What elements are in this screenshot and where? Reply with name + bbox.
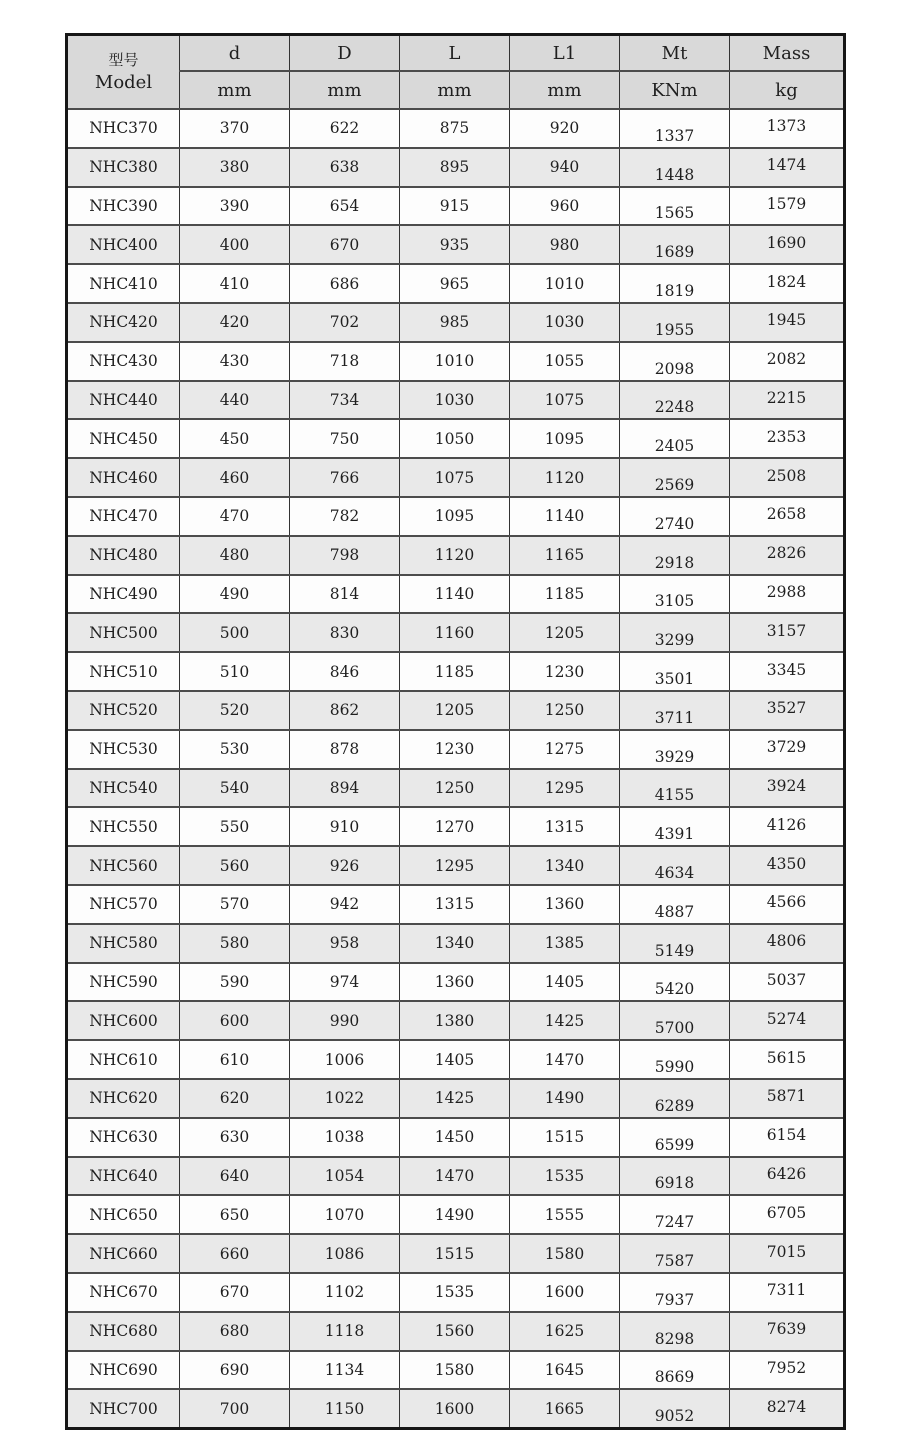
- cell-D: 1086: [290, 1234, 400, 1273]
- table-row: [67, 303, 845, 342]
- cell-D: 686: [290, 264, 400, 303]
- col-unit-L: mm: [400, 71, 510, 109]
- cell-Mass: 1690: [730, 225, 845, 264]
- table-row: [67, 807, 845, 846]
- cell-L: 1470: [400, 1157, 510, 1196]
- cell-L: 985: [400, 303, 510, 342]
- cell-d: 650: [180, 1195, 290, 1234]
- cell-L1: 1140: [510, 497, 620, 536]
- cell-L: 915: [400, 187, 510, 226]
- cell-L1: 1295: [510, 769, 620, 808]
- cell-L1: 1030: [510, 303, 620, 342]
- cell-L: 895: [400, 148, 510, 187]
- cell-D: 782: [290, 497, 400, 536]
- table-row: [67, 187, 845, 226]
- cell-L: 1380: [400, 1001, 510, 1040]
- cell-L: 1315: [400, 885, 510, 924]
- cell-D: 974: [290, 963, 400, 1002]
- cell-Mt: 1819: [620, 264, 730, 303]
- cell-Mass: 2658: [730, 497, 845, 536]
- cell-Mass: 7015: [730, 1234, 845, 1273]
- cell-D: 1118: [290, 1312, 400, 1351]
- table-row: [67, 1157, 845, 1196]
- cell-model: NHC480: [67, 536, 180, 575]
- cell-Mt: 2569: [620, 458, 730, 497]
- cell-model: NHC550: [67, 807, 180, 846]
- cell-L: 1205: [400, 691, 510, 730]
- cell-Mt: 1565: [620, 187, 730, 226]
- cell-Mt: 7247: [620, 1195, 730, 1234]
- cell-d: 600: [180, 1001, 290, 1040]
- col-header-Mt: Mt: [620, 35, 730, 72]
- cell-Mt: 6918: [620, 1157, 730, 1196]
- cell-L1: 980: [510, 225, 620, 264]
- cell-Mass: 2826: [730, 536, 845, 575]
- cell-L1: 940: [510, 148, 620, 187]
- table-row: [67, 497, 845, 536]
- cell-Mass: 1579: [730, 187, 845, 226]
- cell-Mass: 2988: [730, 575, 845, 614]
- cell-L: 1450: [400, 1118, 510, 1157]
- cell-model: NHC620: [67, 1079, 180, 1118]
- cell-d: 400: [180, 225, 290, 264]
- cell-L1: 1165: [510, 536, 620, 575]
- cell-Mt: 5420: [620, 963, 730, 1002]
- table-body: [67, 109, 845, 1429]
- cell-model: NHC590: [67, 963, 180, 1002]
- cell-L: 1425: [400, 1079, 510, 1118]
- cell-L1: 1555: [510, 1195, 620, 1234]
- col-unit-Mt: KNm: [620, 71, 730, 109]
- col-header-Mass: Mass: [730, 35, 845, 72]
- cell-Mass: 7311: [730, 1273, 845, 1312]
- cell-L: 1340: [400, 924, 510, 963]
- cell-model: NHC700: [67, 1389, 180, 1428]
- cell-d: 490: [180, 575, 290, 614]
- cell-Mass: 4806: [730, 924, 845, 963]
- cell-Mass: 6705: [730, 1195, 845, 1234]
- cell-D: 942: [290, 885, 400, 924]
- cell-Mass: 7952: [730, 1351, 845, 1390]
- table-row: [67, 885, 845, 924]
- cell-model: NHC460: [67, 458, 180, 497]
- cell-Mass: 5615: [730, 1040, 845, 1079]
- cell-D: 1070: [290, 1195, 400, 1234]
- table-row: [67, 1234, 845, 1273]
- cell-L: 1515: [400, 1234, 510, 1273]
- cell-L: 1535: [400, 1273, 510, 1312]
- cell-Mass: 2508: [730, 458, 845, 497]
- cell-L1: 1340: [510, 846, 620, 885]
- cell-D: 718: [290, 342, 400, 381]
- cell-Mass: 1474: [730, 148, 845, 187]
- cell-Mass: 3527: [730, 691, 845, 730]
- cell-L: 875: [400, 109, 510, 148]
- cell-D: 878: [290, 730, 400, 769]
- cell-model: NHC390: [67, 187, 180, 226]
- cell-d: 580: [180, 924, 290, 963]
- cell-L1: 1425: [510, 1001, 620, 1040]
- cell-Mass: 8274: [730, 1389, 845, 1428]
- col-header-D: D: [290, 35, 400, 72]
- cell-Mt: 4155: [620, 769, 730, 808]
- cell-Mass: 4126: [730, 807, 845, 846]
- col-unit-d: mm: [180, 71, 290, 109]
- cell-model: NHC410: [67, 264, 180, 303]
- cell-Mass: 3924: [730, 769, 845, 808]
- cell-d: 690: [180, 1351, 290, 1390]
- cell-Mt: 4887: [620, 885, 730, 924]
- cell-model: NHC420: [67, 303, 180, 342]
- cell-D: 798: [290, 536, 400, 575]
- cell-d: 610: [180, 1040, 290, 1079]
- cell-L: 1010: [400, 342, 510, 381]
- cell-model: NHC630: [67, 1118, 180, 1157]
- cell-model: NHC530: [67, 730, 180, 769]
- table-row: [67, 419, 845, 458]
- table-row: [67, 691, 845, 730]
- table-row: [67, 536, 845, 575]
- cell-D: 750: [290, 419, 400, 458]
- col-header-L: L: [400, 35, 510, 72]
- cell-L1: 1625: [510, 1312, 620, 1351]
- cell-D: 1054: [290, 1157, 400, 1196]
- cell-L: 1270: [400, 807, 510, 846]
- table-row: [67, 846, 845, 885]
- cell-Mass: 5274: [730, 1001, 845, 1040]
- model-title-cn: 型号: [108, 51, 139, 69]
- cell-L1: 1360: [510, 885, 620, 924]
- cell-d: 450: [180, 419, 290, 458]
- cell-model: NHC400: [67, 225, 180, 264]
- cell-L1: 1205: [510, 613, 620, 652]
- cell-L1: 920: [510, 109, 620, 148]
- cell-Mass: 2353: [730, 419, 845, 458]
- cell-L1: 1405: [510, 963, 620, 1002]
- cell-Mt: 3929: [620, 730, 730, 769]
- cell-Mt: 2740: [620, 497, 730, 536]
- cell-Mt: 3711: [620, 691, 730, 730]
- cell-D: 670: [290, 225, 400, 264]
- cell-Mass: 3729: [730, 730, 845, 769]
- cell-d: 440: [180, 381, 290, 420]
- cell-L: 935: [400, 225, 510, 264]
- cell-L: 1230: [400, 730, 510, 769]
- cell-model: NHC440: [67, 381, 180, 420]
- cell-d: 390: [180, 187, 290, 226]
- table-row: [67, 924, 845, 963]
- cell-L1: 1580: [510, 1234, 620, 1273]
- cell-D: 846: [290, 652, 400, 691]
- cell-L1: 1315: [510, 807, 620, 846]
- cell-Mass: 2215: [730, 381, 845, 420]
- model-title-en: Model: [94, 72, 153, 93]
- cell-model: NHC680: [67, 1312, 180, 1351]
- cell-model: NHC690: [67, 1351, 180, 1390]
- cell-model: NHC600: [67, 1001, 180, 1040]
- table-row: [67, 652, 845, 691]
- cell-d: 410: [180, 264, 290, 303]
- cell-Mt: 4634: [620, 846, 730, 885]
- table-row: [67, 730, 845, 769]
- cell-d: 620: [180, 1079, 290, 1118]
- cell-Mt: 1337: [620, 109, 730, 148]
- cell-D: 622: [290, 109, 400, 148]
- cell-D: 1134: [290, 1351, 400, 1390]
- cell-L1: 1010: [510, 264, 620, 303]
- cell-D: 1006: [290, 1040, 400, 1079]
- table-row: [67, 109, 845, 148]
- table-row: [67, 1118, 845, 1157]
- cell-model: NHC490: [67, 575, 180, 614]
- cell-L: 1360: [400, 963, 510, 1002]
- col-unit-L1: mm: [510, 71, 620, 109]
- cell-Mass: 6426: [730, 1157, 845, 1196]
- cell-L: 1120: [400, 536, 510, 575]
- cell-d: 470: [180, 497, 290, 536]
- cell-d: 550: [180, 807, 290, 846]
- col-header-d: d: [180, 35, 290, 72]
- cell-Mt: 1955: [620, 303, 730, 342]
- cell-d: 540: [180, 769, 290, 808]
- cell-d: 370: [180, 109, 290, 148]
- cell-d: 570: [180, 885, 290, 924]
- cell-Mass: 1945: [730, 303, 845, 342]
- cell-D: 1022: [290, 1079, 400, 1118]
- col-header-L1: L1: [510, 35, 620, 72]
- table-row: [67, 225, 845, 264]
- table-row: [67, 1312, 845, 1351]
- table-row: [67, 458, 845, 497]
- cell-Mass: 1824: [730, 264, 845, 303]
- cell-D: 1150: [290, 1389, 400, 1428]
- cell-model: NHC650: [67, 1195, 180, 1234]
- cell-model: NHC510: [67, 652, 180, 691]
- cell-d: 480: [180, 536, 290, 575]
- cell-model: NHC570: [67, 885, 180, 924]
- cell-Mt: 2098: [620, 342, 730, 381]
- cell-Mt: 7937: [620, 1273, 730, 1312]
- cell-model: NHC430: [67, 342, 180, 381]
- cell-d: 660: [180, 1234, 290, 1273]
- cell-D: 654: [290, 187, 400, 226]
- cell-Mt: 2405: [620, 419, 730, 458]
- cell-d: 640: [180, 1157, 290, 1196]
- cell-L: 1295: [400, 846, 510, 885]
- table-row: [67, 613, 845, 652]
- cell-L: 1050: [400, 419, 510, 458]
- cell-Mass: 4566: [730, 885, 845, 924]
- table-row: [67, 381, 845, 420]
- cell-model: NHC610: [67, 1040, 180, 1079]
- col-header-model: [67, 35, 180, 110]
- table-row: [67, 1079, 845, 1118]
- cell-D: 926: [290, 846, 400, 885]
- cell-L: 1030: [400, 381, 510, 420]
- cell-Mt: 3299: [620, 613, 730, 652]
- cell-L: 1160: [400, 613, 510, 652]
- col-unit-Mass: kg: [730, 71, 845, 109]
- table-row: [67, 264, 845, 303]
- cell-L1: 1120: [510, 458, 620, 497]
- cell-L: 1490: [400, 1195, 510, 1234]
- table-row: [67, 769, 845, 808]
- cell-Mt: 7587: [620, 1234, 730, 1273]
- table-row: [67, 1273, 845, 1312]
- table-row: [67, 1001, 845, 1040]
- cell-model: NHC670: [67, 1273, 180, 1312]
- cell-Mass: 3157: [730, 613, 845, 652]
- table-row: [67, 1195, 845, 1234]
- table-row: [67, 1040, 845, 1079]
- cell-Mt: 5149: [620, 924, 730, 963]
- cell-d: 510: [180, 652, 290, 691]
- cell-Mt: 2918: [620, 536, 730, 575]
- cell-model: NHC380: [67, 148, 180, 187]
- cell-d: 520: [180, 691, 290, 730]
- cell-L1: 1250: [510, 691, 620, 730]
- table-row: [67, 342, 845, 381]
- cell-d: 430: [180, 342, 290, 381]
- table-row: [67, 1389, 845, 1428]
- cell-L: 1095: [400, 497, 510, 536]
- cell-d: 530: [180, 730, 290, 769]
- header-row-names: [67, 35, 845, 72]
- cell-D: 702: [290, 303, 400, 342]
- cell-Mt: 8298: [620, 1312, 730, 1351]
- cell-L: 1580: [400, 1351, 510, 1390]
- cell-Mass: 5037: [730, 963, 845, 1002]
- table-row: [67, 1351, 845, 1390]
- cell-D: 734: [290, 381, 400, 420]
- cell-d: 380: [180, 148, 290, 187]
- cell-Mt: 3105: [620, 575, 730, 614]
- cell-d: 700: [180, 1389, 290, 1428]
- cell-d: 670: [180, 1273, 290, 1312]
- cell-Mt: 6289: [620, 1079, 730, 1118]
- cell-Mt: 1689: [620, 225, 730, 264]
- cell-L1: 1095: [510, 419, 620, 458]
- col-unit-D: mm: [290, 71, 400, 109]
- cell-Mass: 6154: [730, 1118, 845, 1157]
- cell-L1: 1665: [510, 1389, 620, 1428]
- cell-Mt: 9052: [620, 1389, 730, 1428]
- cell-d: 420: [180, 303, 290, 342]
- cell-D: 830: [290, 613, 400, 652]
- cell-D: 1102: [290, 1273, 400, 1312]
- cell-D: 862: [290, 691, 400, 730]
- cell-d: 460: [180, 458, 290, 497]
- cell-Mt: 4391: [620, 807, 730, 846]
- cell-L1: 1185: [510, 575, 620, 614]
- cell-model: NHC520: [67, 691, 180, 730]
- cell-L: 1075: [400, 458, 510, 497]
- cell-d: 680: [180, 1312, 290, 1351]
- cell-D: 910: [290, 807, 400, 846]
- table-row: [67, 575, 845, 614]
- cell-L1: 1490: [510, 1079, 620, 1118]
- cell-L1: 1385: [510, 924, 620, 963]
- table-header: [67, 35, 845, 110]
- cell-Mt: 6599: [620, 1118, 730, 1157]
- cell-D: 958: [290, 924, 400, 963]
- table-row: [67, 963, 845, 1002]
- cell-model: NHC580: [67, 924, 180, 963]
- cell-d: 590: [180, 963, 290, 1002]
- cell-d: 630: [180, 1118, 290, 1157]
- cell-d: 560: [180, 846, 290, 885]
- cell-Mass: 3345: [730, 652, 845, 691]
- cell-L1: 1515: [510, 1118, 620, 1157]
- cell-L1: 1075: [510, 381, 620, 420]
- header-row-units: [67, 71, 845, 109]
- cell-D: 894: [290, 769, 400, 808]
- cell-Mass: 2082: [730, 342, 845, 381]
- cell-Mt: 2248: [620, 381, 730, 420]
- cell-model: NHC470: [67, 497, 180, 536]
- cell-Mass: 1373: [730, 109, 845, 148]
- cell-model: NHC370: [67, 109, 180, 148]
- cell-Mt: 5990: [620, 1040, 730, 1079]
- cell-d: 500: [180, 613, 290, 652]
- table-row: [67, 148, 845, 187]
- cell-Mt: 5700: [620, 1001, 730, 1040]
- cell-Mass: 4350: [730, 846, 845, 885]
- cell-Mass: 7639: [730, 1312, 845, 1351]
- spec-table: [65, 33, 846, 1430]
- cell-L1: 1055: [510, 342, 620, 381]
- cell-D: 1038: [290, 1118, 400, 1157]
- cell-Mt: 3501: [620, 652, 730, 691]
- cell-L1: 1535: [510, 1157, 620, 1196]
- cell-L: 1250: [400, 769, 510, 808]
- cell-model: NHC450: [67, 419, 180, 458]
- cell-model: NHC660: [67, 1234, 180, 1273]
- cell-L: 1600: [400, 1389, 510, 1428]
- cell-Mt: 8669: [620, 1351, 730, 1390]
- cell-L1: 960: [510, 187, 620, 226]
- cell-D: 814: [290, 575, 400, 614]
- cell-L: 965: [400, 264, 510, 303]
- cell-L: 1560: [400, 1312, 510, 1351]
- cell-D: 766: [290, 458, 400, 497]
- cell-model: NHC500: [67, 613, 180, 652]
- cell-model: NHC540: [67, 769, 180, 808]
- cell-L1: 1600: [510, 1273, 620, 1312]
- cell-D: 638: [290, 148, 400, 187]
- cell-L1: 1645: [510, 1351, 620, 1390]
- cell-model: NHC560: [67, 846, 180, 885]
- cell-Mass: 5871: [730, 1079, 845, 1118]
- cell-L1: 1230: [510, 652, 620, 691]
- cell-model: NHC640: [67, 1157, 180, 1196]
- cell-L: 1185: [400, 652, 510, 691]
- cell-D: 990: [290, 1001, 400, 1040]
- cell-L1: 1470: [510, 1040, 620, 1079]
- cell-L: 1140: [400, 575, 510, 614]
- cell-L: 1405: [400, 1040, 510, 1079]
- cell-L1: 1275: [510, 730, 620, 769]
- cell-Mt: 1448: [620, 148, 730, 187]
